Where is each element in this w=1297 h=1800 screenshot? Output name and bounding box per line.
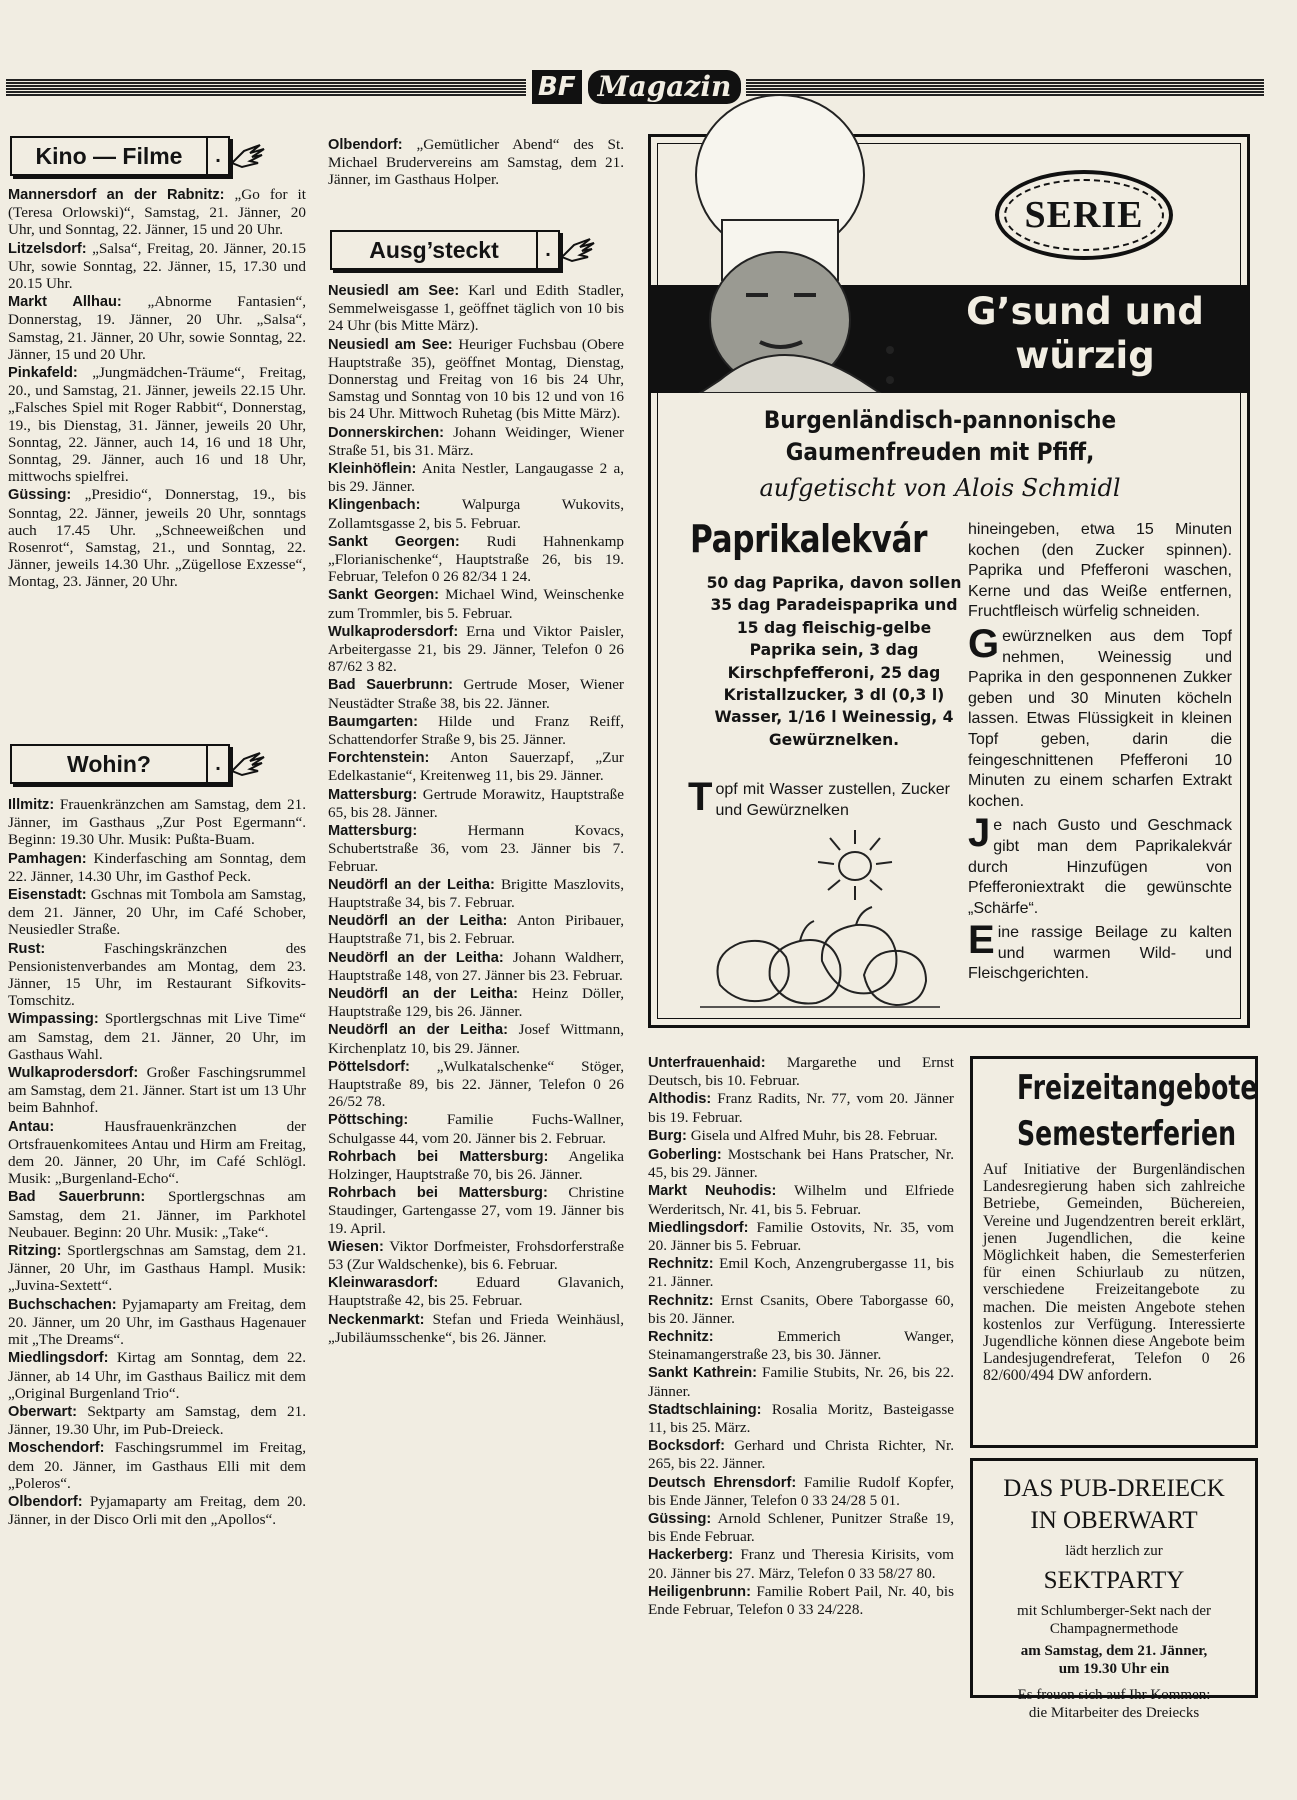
listing-text: Pyjamaparty am Freitag, dem 20. Jänner, in der Disco Orli mit den „Apollos“.: [8, 1492, 307, 1529]
listing-text: „Presidio“, Donnerstag, 19., bis Sonntag, 22. Jänner, jeweils 20 Uhr, sonntags auch 17.45 Uhr. „Schneeweißchen und Rosenrot“, Samstag, 21., und Sonntag, 22. Jänner, jeweils 14.30 Uhr. „Zügellose Exzesse“, Montag, 23. Jänner, 20 Uhr.: [8, 486, 306, 591]
listing-location: Heiligenbrunn:: [648, 1583, 751, 1600]
recipe-step-2: hineingeben, etwa 15 Minuten kochen (den Zucker spinnen). Paprika und Pfefferoni waschen, Kerne und das Weiße entfernen, Fruchtfleisch würfelig schneiden.: [968, 521, 1232, 621]
listing-location: Wulkaprodersdorf:: [328, 623, 459, 640]
listing-item: [648, 1437, 954, 1472]
listing-item: [8, 364, 306, 485]
listing-text: „Jungmädchen-Träume“, Freitag, 20., und Samstag, 21. Jänner, jeweils 22.15 Uhr. „Falsches Spiel mit Roger Rabbit“, Donnerstag, 19., bis Dienstag, 31. Jänner, jeweils 20 Uhr, Sonntag, 22. Jänner, auch 14, 16 und 18 Uhr, Sonntag, 29. Jänner, auch 16 und 18 Uhr, mittwochs spielfrei.: [8, 364, 306, 486]
kino-dot: .: [206, 136, 230, 176]
listing-text: Hausfrauenkränzchen der Ortsfrauenkomitees Antau und Hirm am Freitag, dem 20. Jänner, 20 Uhr, im Café Schlögl. Musik: „Burgenland-Echo“.: [8, 1117, 306, 1188]
kino-list: [8, 186, 306, 592]
listing-item: [328, 876, 624, 911]
listing-location: Sankt Kathrein:: [648, 1365, 758, 1382]
freizeit-body: Auf Initiative der Burgenländischen Landesregierung haben sich zahlreiche Betriebe, Gemeinden, Büchereien, Vereine und Jugendzentren bereit erklärt, jenen Jugendlichen, die keine Möglichkeit haben, die Semesterferien für einen Schiurlaub zu nützen, verschiedene Freizeitangebote zu machen. Die meisten Angebote stehen kostenlos zur Verfügung. Interessierte Jugendliche können diese Angebote beim Landesjugendreferat, Telefon 0 26 82/600/494 DW anfordern.: [983, 1161, 1245, 1385]
listing-item: [648, 1292, 954, 1327]
listing-location: Neckenmarkt:: [328, 1311, 425, 1328]
listing-location: Rechnitz:: [648, 1292, 714, 1309]
listing-location: Pöttelsdorf:: [328, 1058, 410, 1075]
listing-item: [8, 1296, 306, 1349]
listing-location: Mannersdorf an der Rabnitz:: [8, 187, 225, 203]
wohin-dot: .: [206, 744, 230, 784]
listing-location: Mattersburg:: [328, 786, 418, 803]
listing-text: Arnold Schlener, Punitzer Straße 19, bis Ende Februar.: [648, 1510, 954, 1546]
listing-text: Johann Waldherr, Hauptstraße 148, von 27. Jänner bis 23. Februar.: [328, 948, 625, 984]
pub-event: SEKTPARTY: [1043, 1567, 1185, 1594]
listing-location: Markt Allhau:: [8, 294, 122, 311]
listing-item: [648, 1583, 954, 1618]
listing-text: Sportlergschnas mit Live Time“ am Samstag, dem 21. Jänner, 20 Uhr, im Gasthaus Wahl.: [8, 1010, 306, 1063]
ausgsteckt-list: [328, 282, 624, 1347]
listing-item: [328, 424, 624, 459]
listing-item: [648, 1364, 954, 1399]
listing-location: Neudörfl an der Leitha:: [328, 913, 508, 930]
listing-item: [328, 1021, 624, 1056]
listing-location: Forchtenstein:: [328, 750, 430, 767]
recipe-step-4: Je nach Gusto und Geschmack gibt man dem Paprikalekvár durch Hinzufügen von Pfefferoniextrakt die gewünschte „Schärfe“.: [968, 811, 1232, 917]
listing-item: [8, 1403, 306, 1438]
listing-location: Sankt Georgen:: [328, 587, 439, 604]
listing-item: [8, 940, 306, 1010]
listing-location: Kleinhöflein:: [328, 461, 417, 478]
listing-text: Heinz Döller, Hauptstraße 129, bis 26. Jänner.: [328, 984, 625, 1021]
listing-item: [8, 1118, 306, 1188]
chef-photo: [660, 80, 940, 393]
listing-location: Moschendorf:: [8, 1440, 105, 1457]
listing-item: [328, 336, 624, 423]
listing-text: Emmerich Wanger, Steinamangerstraße 23, bis 30. Jänner.: [648, 1328, 954, 1364]
listing-text: Familie Robert Pail, Nr. 40, bis Ende Februar, Telefon 0 33 24/228.: [648, 1582, 955, 1619]
recipe-subtitle: [724, 404, 1156, 468]
pub-with-line2: Champagnermethode: [1049, 1621, 1179, 1637]
masthead-rule-left: [6, 78, 526, 96]
listing-location: Neusiedl am See:: [328, 283, 460, 299]
listing-item: [648, 1546, 954, 1581]
listing-text: Gerhard und Christa Richter, Nr. 265, bis 22. Jänner.: [648, 1437, 955, 1473]
recipe-title: Paprikalekvár: [690, 517, 928, 561]
listing-item: [648, 1127, 954, 1145]
listing-item: [328, 912, 624, 947]
listing-text: Gertrude Morawitz, Hauptstraße 65, bis 28. Jänner.: [328, 785, 624, 821]
masthead-bf: BF: [532, 70, 582, 104]
recipe-subtitle-line1: Burgenländisch-pannonische: [763, 406, 1117, 434]
listing-location: Baumgarten:: [328, 713, 419, 730]
pub-date-line2: um 19.30 Uhr ein: [1058, 1661, 1170, 1677]
listing-text: Heuriger Fuchsbau (Obere Hauptstraße 35), geöffnet Montag, Dienstag, Donnerstag und Freitag von 16 bis 24 Uhr, Samstag und Sonntag von 10 bis 12 und von 16 bis 24 Uhr. Mittwoch Ruhetag (bis Mitte März).: [328, 335, 625, 423]
pointing-hand-icon: [230, 744, 270, 784]
listing-location: Buchschachen:: [8, 1296, 117, 1313]
listing-item: [328, 822, 624, 875]
listing-item: [328, 282, 624, 335]
listing-text: Karl und Edith Stadler, Semmelweisgasse 1, geöffnet täglich von 10 bis 24 Uhr (bis Mitte März).: [328, 282, 625, 335]
listing-text: Johann Weidinger, Wiener Straße 51, bis 31. März.: [328, 423, 625, 459]
listing-item: [328, 533, 624, 586]
listing-item: [648, 1054, 954, 1089]
listing-item: [328, 1311, 624, 1346]
pub-title-line1: DAS PUB-DREIECK: [1003, 1475, 1225, 1502]
pointing-hand-icon: [230, 136, 270, 176]
listing-location: Rust:: [8, 940, 46, 957]
listing-item: [648, 1328, 954, 1363]
listing-location: Güssing:: [648, 1511, 712, 1528]
listing-text: Stefan und Frieda Weinhäusl, „Jubiläumsschenke“, bis 26. Jänner.: [328, 1310, 625, 1346]
listing-location: Neudörfl an der Leitha:: [328, 1022, 509, 1039]
listing-text: Josef Wittmann, Kirchenplatz 10, bis 29. Jänner.: [328, 1021, 624, 1057]
listing-location: Rohrbach bei Mattersburg:: [328, 1148, 549, 1165]
listing-item: [648, 1182, 954, 1217]
listing-text: „Go for it (Teresa Orlowski)“, Samstag, 21. Jänner, 20 Uhr, und Sonntag, 22. Jänner, 15 und 20 Uhr.: [8, 186, 306, 239]
listing-location: Ritzing:: [8, 1243, 62, 1260]
listing-text: Franz und Theresia Kirisits, vom 20. Jänner bis 27. März, Telefon 0 33 58/27 80.: [648, 1546, 954, 1582]
listing-location: Althodis:: [648, 1091, 712, 1108]
listing-text: Anton Sauerzapf, „Zur Edelkastanie“, Kreitenweg 11, bis 29. Jänner.: [328, 749, 624, 785]
listing-text: „Abnorme Fantasien“, Donnerstag, 19. Jänner, 20 Uhr. „Salsa“, Samstag, 21. Jänner, 20 Uhr, sowie Sonntag, 22. Jänner, 15 und 20 Uhr.: [8, 293, 306, 363]
wohin-heading: Wohin?: [10, 744, 206, 784]
listing-item: [328, 136, 624, 189]
listing-text: Erna und Viktor Paisler, Arbeitergasse 21, bis 29. Jänner, Telefon 0 26 87/62 3 82.: [328, 622, 624, 676]
listing-location: Pöttsching:: [328, 1112, 409, 1129]
listing-location: Klingenbach:: [328, 497, 421, 514]
listing-item: [328, 460, 624, 495]
listing-location: Neudörfl an der Leitha:: [328, 876, 495, 893]
listing-text: Familie Stubits, Nr. 26, bis 22. Jänner.: [648, 1364, 955, 1400]
listing-text: Familie Fuchs-Wallner, Schulgasse 44, vom 20. Jänner bis 2. Februar.: [328, 1111, 625, 1147]
listing-text: Gertrude Moser, Wiener Neustädter Straße 38, bis 22. Jänner.: [328, 676, 624, 712]
listing-text: Walpurga Wukovits, Zollamtsgasse 2, bis 5. Februar.: [328, 496, 624, 532]
pub-closing-line1: Es freuen sich auf Ihr Kommen:: [1017, 1687, 1211, 1703]
listing-location: Miedlingsdorf:: [648, 1219, 749, 1236]
listing-item: [8, 886, 306, 939]
listing-text: Hermann Kovacs, Schubertstraße 36, vom 23. Jänner bis 7. Februar.: [328, 822, 625, 875]
listing-text: Margarethe und Ernst Deutsch, bis 10. Februar.: [648, 1054, 955, 1090]
listing-text: Hilde und Franz Reiff, Schattendorfer Straße 9, bis 25. Jänner.: [328, 712, 624, 749]
masthead-magazin: Magazin: [588, 70, 742, 104]
listing-text: Mostschank bei Hans Pratscher, Nr. 45, bis 29. Jänner.: [648, 1146, 954, 1182]
listing-item: [8, 850, 306, 885]
freizeit-box: [970, 1056, 1258, 1448]
listing-location: Neudörfl an der Leitha:: [328, 949, 504, 966]
listing-item: [8, 1188, 306, 1241]
wohin-header: [10, 744, 270, 784]
listing-location: Burg:: [648, 1127, 687, 1144]
listing-item: [328, 985, 624, 1020]
listing-location: Rechnitz:: [648, 1329, 714, 1346]
listing-text: Ernst Csanits, Obere Taborgasse 60, bis 20. Jänner.: [648, 1291, 955, 1327]
listing-text: Familie Ostovits, Nr. 35, vom 20. Jänner bis 5. Februar.: [648, 1218, 954, 1255]
listing-text: Emil Koch, Anzengrubergasse 11, bis 21. Jänner.: [648, 1255, 954, 1291]
listing-location: Illmitz:: [8, 797, 55, 813]
listing-item: [648, 1146, 954, 1181]
series-title: G’sund und würzig: [966, 290, 1204, 377]
pub-invite: lädt herzlich zur: [1065, 1543, 1163, 1559]
listing-location: Rohrbach bei Mattersburg:: [328, 1185, 548, 1202]
listing-text: Frauenkränzchen am Samstag, dem 21. Jänner, im Gasthaus „Zur Post Egermann“. Beginn: 19.30 Uhr. Musik: Pußta-Buam.: [8, 796, 306, 849]
pub-title-line2: IN OBERWART: [1030, 1507, 1198, 1534]
listing-item: [8, 240, 306, 293]
listing-location: Neudörfl an der Leitha:: [328, 985, 518, 1002]
listing-text: Rosalia Moritz, Basteigasse 11, bis 25. März.: [648, 1400, 954, 1437]
listing-text: Gschnas mit Tombola am Samstag, dem 21. Jänner, 20 Uhr, im Café Schober, Neusiedler Straße.: [8, 886, 306, 939]
freizeit-title-line2: Semesterferien: [1017, 1114, 1237, 1154]
freizeit-title-line1: Freizeitangebote: [1017, 1068, 1258, 1108]
recipe-author: aufgetischt von Alois Schmidl: [759, 474, 1121, 502]
listing-location: Litzelsdorf:: [8, 240, 87, 257]
pointing-hand-icon: [560, 230, 600, 270]
listing-item: [8, 293, 306, 363]
listing-item: [8, 1010, 306, 1063]
recipe-subtitle-line2: Gaumenfreuden mit Pfiff,: [785, 438, 1095, 466]
listing-item: [8, 186, 306, 239]
kino-header: [10, 136, 270, 176]
listing-location: Bad Sauerbrunn:: [328, 677, 453, 694]
listing-location: Oberwart:: [8, 1403, 77, 1420]
listing-item: [8, 1064, 306, 1117]
listing-location: Sankt Georgen:: [328, 533, 460, 550]
listing-location: Deutsch Ehrensdorf:: [648, 1474, 797, 1491]
pub-with-line1: mit Schlumberger-Sekt nach der: [1017, 1603, 1211, 1619]
ausgsteckt-header: [330, 230, 600, 270]
listing-item: [8, 486, 306, 590]
listing-text: Pyjamaparty am Freitag, dem 20. Jänner, um 20 Uhr, im Gasthaus Hagenauer mit „The Dreams“.: [8, 1295, 307, 1349]
listing-item: [648, 1255, 954, 1290]
listing-text: Gisela und Alfred Muhr, bis 28. Februar.: [690, 1126, 938, 1144]
listing-item: [328, 496, 624, 531]
listing-location: Neusiedl am See:: [328, 336, 453, 353]
serie-badge: [995, 170, 1173, 260]
listing-item: [648, 1510, 954, 1545]
listing-location: Pinkafeld:: [8, 365, 78, 382]
listing-location: Antau:: [8, 1118, 55, 1135]
listing-item: [648, 1401, 954, 1436]
listing-item: [328, 1148, 624, 1183]
col3-list: [648, 1054, 954, 1619]
recipe-ingredients: 50 dag Paprika, davon sollen 35 dag Paradeispaprika und 15 dag fleischig-gelbe Paprika sein, 3 dag Kirschpfefferoni, 25 dag Kristallzucker, 3 dl (0,3 l) Wasser, 1/16 l Weinessig, 4 Gewürznelken.: [706, 574, 962, 749]
pub-date-line1: am Samstag, dem 21. Jänner,: [1020, 1643, 1208, 1659]
listing-text: Sportlergschnas am Samstag, dem 21. Jänner, im Parkhotel Neubauer. Beginn: 20 Uhr. Musik: „Take“.: [8, 1188, 306, 1241]
listing-location: Kleinwarasdorf:: [328, 1275, 439, 1292]
listing-item: [648, 1090, 954, 1125]
listing-location: Mattersburg:: [328, 823, 418, 840]
listing-text: Christine Staudinger, Gartengasse 27, vom 19. Jänner bis 19. April.: [328, 1184, 624, 1237]
listing-item: [328, 1058, 624, 1111]
ausgsteckt-dot: .: [536, 230, 560, 270]
listing-text: Franz Radits, Nr. 77, vom 20. Jänner bis 19. Februar.: [648, 1090, 954, 1126]
listing-item: [328, 749, 624, 784]
sun-doodle: [800, 824, 910, 904]
listing-text: Faschingsrummel im Freitag, dem 20. Jänner, im Gasthaus Elli mit dem „Poleros“.: [8, 1439, 307, 1492]
listing-text: Anita Nestler, Langaugasse 2 a, bis 29. Jänner.: [328, 460, 624, 496]
listing-location: Hackerberg:: [648, 1547, 734, 1564]
recipe-right-column: [968, 520, 1232, 989]
listing-text: Faschingskränzchen des Pensionistenverbandes am Montag, dem 23. Jänner, 15 Uhr, im Restaurant Sifkovits-Tomschitz.: [8, 939, 306, 1010]
pub-ad: [970, 1458, 1258, 1721]
listing-item: [8, 1349, 306, 1402]
listing-location: Wulkaprodersdorf:: [8, 1065, 139, 1082]
listing-location: Stadtschlaining:: [648, 1401, 762, 1418]
listing-location: Donnerskirchen:: [328, 424, 444, 441]
listing-location: Bad Sauerbrunn:: [8, 1189, 146, 1206]
listing-location: Wimpassing:: [8, 1011, 99, 1028]
pub-closing-line2: die Mitarbeiter des Dreiecks: [1028, 1705, 1200, 1721]
ausgsteckt-heading: Ausg’steckt: [330, 230, 536, 270]
listing-location: Eisenstadt:: [8, 887, 87, 904]
peppers-drawing: [700, 895, 940, 1013]
listing-item: [328, 623, 624, 676]
listing-location: Unterfrauenhaid:: [648, 1055, 766, 1071]
listing-location: Markt Neuhodis:: [648, 1183, 777, 1200]
listing-location: Olbendorf:: [328, 137, 403, 153]
listing-item: [8, 1439, 306, 1492]
listing-text: „Salsa“, Freitag, 20. Jänner, 20.15 Uhr, sowie Sonntag, 22. Jänner, 15, 17.30 und 20.15 Uhr.: [8, 239, 307, 293]
listing-item: [648, 1474, 954, 1509]
listing-text: Wilhelm und Elfriede Werderitsch, Nr. 41, bis 5. Februar.: [648, 1182, 954, 1218]
listing-text: Kirtag am Sonntag, dem 22. Jänner, ab 14 Uhr, im Gasthaus Bailicz mit dem „Original Burgenland Trio“.: [8, 1349, 306, 1402]
listing-text: Anton Piribauer, Hauptstraße 71, bis 2. Februar.: [328, 912, 625, 948]
recipe-step-1: Topf mit Wasser zustellen, Zucker und Gewürznelken: [688, 775, 950, 819]
listing-text: Kinderfasching am Sonntag, dem 22. Jänner, 14.30 Uhr, im Gasthof Peck.: [8, 849, 307, 885]
listing-item: [328, 586, 624, 621]
listing-location: Rechnitz:: [648, 1256, 714, 1273]
recipe-step-5: Eine rassige Beilage zu kalten und warmen Wild- und Fleischgerichten.: [968, 918, 1232, 983]
listing-location: Wiesen:: [328, 1238, 384, 1255]
listing-item: [8, 1242, 306, 1295]
listing-text: Sektparty am Samstag, dem 21. Jänner, 19.30 Uhr, im Pub-Dreieck.: [8, 1402, 307, 1439]
listing-item: [8, 1493, 306, 1528]
listing-text: Michael Wind, Weinschenke zum Trommler, bis 5. Februar.: [328, 586, 625, 622]
listing-location: Goberling:: [648, 1147, 722, 1164]
listing-text: Brigitte Maszlovits, Hauptstraße 34, bis 7. Februar.: [328, 875, 625, 911]
serie-label: SERIE: [1024, 194, 1144, 236]
listing-text: „Gemütlicher Abend“ des St. Michael Brudervereins am Samstag, dem 21. Jänner, im Gasthaus Holper.: [328, 136, 625, 189]
listing-item: [648, 1219, 954, 1254]
listing-location: Pamhagen:: [8, 850, 87, 867]
listing-item: [328, 713, 624, 748]
listing-text: Eduard Glavanich, Hauptstraße 42, bis 25. Februar.: [328, 1274, 624, 1310]
recipe-step-3: Gewürznelken aus dem Topf nehmen, Weinessig und Paprika in den gesponnenen Zukker geben und 30 Minuten köcheln lassen. Etwas Flüssigkeit in kleinen Topf geben, darin die feingeschnittenen Pfefferoni 10 Minuten zu einem scharfen Extrakt kochen.: [968, 621, 1232, 810]
listing-text: „Wulkatalschenke“ Stöger, Hauptstraße 89, bis 22. Jänner, Telefon 0 26 26/52 78.: [328, 1057, 624, 1111]
listing-item: [328, 1184, 624, 1237]
listing-item: [328, 676, 624, 711]
listing-item: [328, 1111, 624, 1146]
pub-date: [981, 1642, 1247, 1678]
listing-item: [328, 786, 624, 821]
listing-location: Güssing:: [8, 487, 72, 504]
listing-location: Bocksdorf:: [648, 1438, 726, 1455]
listing-text: Viktor Dorfmeister, Frohsdorferstraße 53 (Zur Waldschenke), bis 6. Februar.: [328, 1237, 624, 1273]
wohin-list: [8, 796, 306, 1529]
listing-text: Sportlergschnas am Samstag, dem 21. Jänner, 20 Uhr, im Gasthaus Hampl. Musik: „Juvina-Sextett“.: [8, 1242, 307, 1295]
listing-text: Großer Faschingsrummel am Samstag, dem 21. Jänner. Start ist um 13 Uhr beim Bahnhof.: [8, 1064, 306, 1117]
listing-location: Olbendorf:: [8, 1493, 83, 1510]
listing-item: [328, 949, 624, 984]
listing-text: Familie Rudolf Kopfer, bis Ende Jänner, Telefon 0 33 24/28 5 01.: [648, 1473, 954, 1509]
listing-location: Miedlingsdorf:: [8, 1350, 109, 1367]
listing-item: [8, 796, 306, 849]
listing-item: [328, 1274, 624, 1309]
listing-text: Rudi Hahnenkamp „Florianischenke“, Hauptstraße 26, bis 19. Februar, Telefon 0 26 82/34 1 24.: [328, 532, 625, 586]
listing-text: Angelika Holzinger, Hauptstraße 70, bis 26. Jänner.: [328, 1147, 624, 1183]
kino-heading: Kino — Filme: [10, 136, 206, 176]
col2-top: [328, 136, 624, 190]
listing-item: [328, 1238, 624, 1273]
